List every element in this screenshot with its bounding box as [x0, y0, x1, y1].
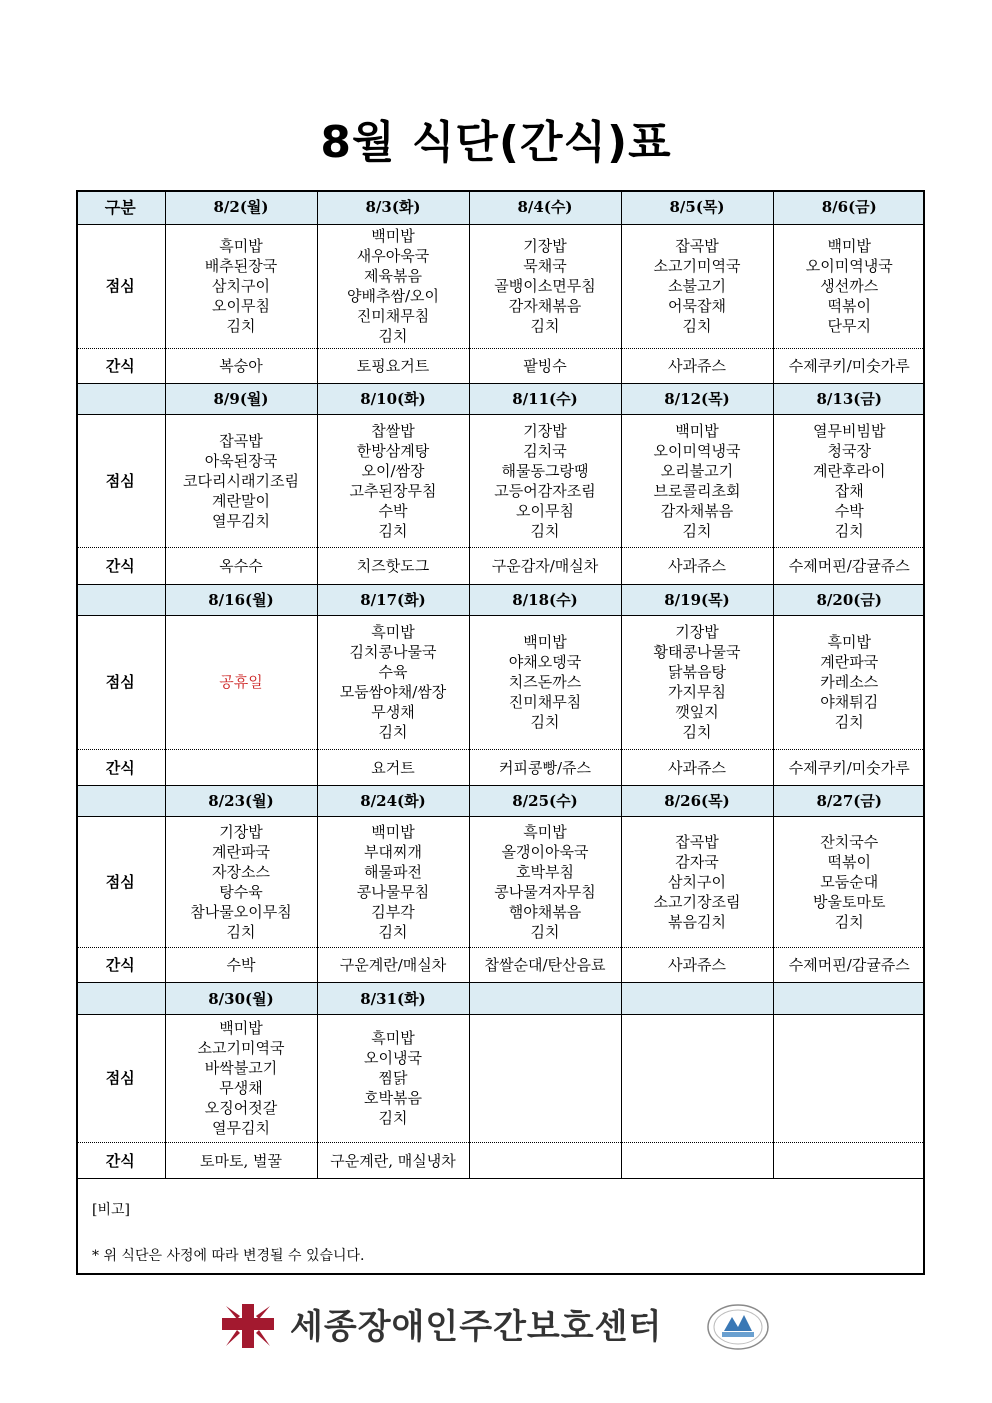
- menu-item: 소불고기: [668, 277, 726, 295]
- snack-cell: 커피콩빵/쥬스: [469, 749, 621, 785]
- menu-item: 햄야채볶음: [508, 902, 582, 921]
- menu-item: 김치: [378, 723, 408, 741]
- menu-item: 해물동그랑땡: [501, 461, 589, 480]
- sejong-city-seal-icon: [706, 1303, 770, 1351]
- snack-cell: 사과쥬스: [621, 947, 773, 982]
- menu-item: 고등어감자조림: [494, 481, 596, 500]
- menu-item: 백미밥: [523, 633, 567, 651]
- menu-item: 백미밥: [827, 237, 871, 255]
- snack-cell: 사과쥬스: [621, 749, 773, 785]
- date-header: 8/5(목): [621, 190, 773, 224]
- menu-item: 흑미밥: [219, 237, 263, 255]
- menu-item: 오이무침: [212, 297, 270, 315]
- date-header: 8/19(목): [621, 584, 773, 615]
- snack-label: 간식: [76, 348, 165, 383]
- lunch-label: 점심: [76, 1014, 165, 1142]
- menu-item: 김치: [682, 317, 712, 335]
- date-header: 8/12(목): [621, 383, 773, 414]
- menu-item: 카레소스: [820, 673, 879, 691]
- category-label: 구분: [76, 190, 165, 224]
- menu-item: 모둠쌈야채/쌈장: [339, 683, 447, 701]
- menu-item: 김치: [530, 922, 560, 941]
- menu-item: 김치: [226, 922, 256, 941]
- menu-item: 콩나물무침: [356, 882, 430, 901]
- date-header: 8/25(수): [469, 785, 621, 816]
- snack-label: 간식: [76, 749, 165, 785]
- menu-item: 삼치구이: [212, 277, 270, 295]
- menu-item: 자장소스: [212, 862, 270, 881]
- menu-item: 오이냉국: [364, 1049, 422, 1067]
- menu-item: 잡곡밥: [675, 237, 719, 255]
- menu-item: 제육볶음: [364, 267, 422, 285]
- lunch-label: 점심: [76, 615, 165, 749]
- date-header: 8/26(목): [621, 785, 773, 816]
- menu-item: 김부각: [371, 902, 415, 921]
- menu-item: 오징어젓갈: [204, 1099, 278, 1117]
- menu-item: 기장밥: [675, 623, 719, 641]
- date-header: 8/31(화): [317, 982, 469, 1014]
- snack-cell: 수제머핀/감귤쥬스: [773, 947, 925, 982]
- snack-label: 간식: [76, 547, 165, 584]
- menu-item: 잡곡밥: [675, 832, 719, 851]
- menu-item: 배추된장국: [204, 257, 278, 275]
- menu-item: 계란파국: [212, 842, 270, 861]
- menu-item: 잔치국수: [820, 832, 879, 851]
- menu-item: 호박부침: [516, 862, 574, 881]
- menu-item: 소고기미역국: [197, 1039, 285, 1057]
- date-header: 8/16(월): [165, 584, 317, 615]
- menu-item: 부대찌개: [364, 842, 422, 861]
- snack-cell: 토핑요거트: [317, 348, 469, 383]
- menu-item: 백미밥: [219, 1019, 263, 1037]
- menu-item: 황태콩나물국: [653, 643, 741, 661]
- menu-item: 기장밥: [523, 237, 567, 255]
- menu-item: 계란후라이: [813, 461, 886, 480]
- menu-item: 공휴일: [219, 673, 263, 691]
- menu-item: 김치: [530, 521, 560, 540]
- snack-label: 간식: [76, 947, 165, 982]
- menu-item: 김치: [378, 521, 408, 540]
- date-header: 8/4(수): [469, 190, 621, 224]
- menu-item: 탕수육: [219, 882, 263, 901]
- menu-item: 단무지: [827, 317, 871, 335]
- menu-item: 올갱이아욱국: [501, 842, 589, 861]
- snack-cell: 수제쿠키/미숫가루: [773, 749, 925, 785]
- menu-item: 오이/쌈장: [361, 461, 425, 480]
- menu-item: 김치: [834, 713, 864, 731]
- menu-item: 오리불고기: [660, 461, 734, 480]
- menu-item: 김치: [530, 317, 560, 335]
- menu-item: 삼치구이: [668, 872, 726, 891]
- menu-item: 가지무침: [668, 683, 726, 701]
- menu-item: 열무비빔밥: [813, 421, 886, 440]
- menu-item: 김치: [378, 922, 408, 941]
- snack-cell: 사과쥬스: [621, 547, 773, 584]
- date-header: 8/11(수): [469, 383, 621, 414]
- menu-item: 백미밥: [675, 421, 719, 440]
- snack-cell: 요거트: [317, 749, 469, 785]
- snack-cell: 구운계란, 매실냉차: [317, 1142, 469, 1178]
- date-header: 8/24(화): [317, 785, 469, 816]
- menu-item: 골뱅이소면무침: [494, 277, 596, 295]
- snack-cell: 찹쌀순대/탄산음료: [469, 947, 621, 982]
- menu-item: 김치: [378, 327, 408, 345]
- menu-item: 오이미역냉국: [805, 257, 893, 275]
- menu-item: 고추된장무침: [349, 481, 437, 500]
- menu-item: 기장밥: [523, 421, 567, 440]
- snack-cell: 복숭아: [165, 348, 317, 383]
- menu-item: 모둠순대: [820, 872, 879, 891]
- snack-cell: 수제쿠키/미숫가루: [773, 348, 925, 383]
- menu-item: 감자채볶음: [660, 501, 734, 520]
- menu-item: 바싹불고기: [204, 1059, 278, 1077]
- menu-item: 진미채무침: [356, 307, 430, 325]
- menu-item: 참나물오이무침: [190, 902, 292, 921]
- lunch-label: 점심: [76, 224, 165, 348]
- menu-item: 무생채: [371, 703, 415, 721]
- menu-item: 야채튀김: [820, 693, 879, 711]
- menu-item: 콩나물겨자무침: [494, 882, 596, 901]
- menu-item: 생선까스: [820, 277, 879, 295]
- menu-item: 수박: [378, 501, 408, 520]
- menu-item: 흑미밥: [371, 623, 415, 641]
- page-title: 8월 식단(간식)표: [320, 117, 672, 168]
- lunch-label: 점심: [76, 816, 165, 947]
- menu-item: 소고기미역국: [653, 257, 741, 275]
- menu-item: 오이미역냉국: [653, 441, 741, 460]
- menu-item: 찹쌀밥: [371, 421, 415, 440]
- menu-item: 열무김치: [212, 1119, 270, 1137]
- menu-item: 김치: [530, 713, 560, 731]
- date-header: 8/10(화): [317, 383, 469, 414]
- menu-item: 감자국: [675, 852, 719, 871]
- menu-item: 잡채: [834, 481, 864, 500]
- org-name: 세종장애인주간보호센터: [290, 1307, 663, 1347]
- menu-item: 김치: [682, 521, 712, 540]
- menu-item: 코다리시래기조림: [183, 471, 299, 490]
- menu-item: 김치: [378, 1109, 408, 1127]
- menu-item: 깻잎지: [675, 703, 719, 721]
- date-header: 8/9(월): [165, 383, 317, 414]
- snack-cell: 치즈핫도그: [317, 547, 469, 584]
- menu-item: 계란파국: [820, 653, 879, 671]
- remarks-heading: [비고]: [92, 1202, 130, 1218]
- menu-item: 김치: [682, 723, 712, 741]
- menu-item: 기장밥: [219, 822, 263, 841]
- snack-cell: 구운계란/매실차: [317, 947, 469, 982]
- menu-item: 김치: [226, 317, 256, 335]
- menu-item: 진미채무침: [508, 693, 582, 711]
- snack-cell: 수제머핀/감귤쥬스: [773, 547, 925, 584]
- menu-item: 아욱된장국: [204, 451, 278, 470]
- snack-cell: 수박: [165, 947, 317, 982]
- date-header: 8/6(금): [773, 190, 925, 224]
- menu-item: 야채오뎅국: [508, 653, 582, 671]
- menu-item: 닭볶음탕: [668, 663, 726, 681]
- menu-item: 호박볶음: [364, 1089, 422, 1107]
- menu-item: 백미밥: [371, 822, 415, 841]
- date-header: 8/17(화): [317, 584, 469, 615]
- menu-item: 어묵잡채: [668, 297, 726, 315]
- date-header: 8/23(월): [165, 785, 317, 816]
- snack-cell: 팥빙수: [469, 348, 621, 383]
- menu-item: 치즈돈까스: [508, 673, 582, 691]
- menu-item: 소고기장조림: [653, 892, 741, 911]
- menu-item: 백미밥: [371, 227, 415, 245]
- snack-cell: 구운감자/매실차: [469, 547, 621, 584]
- menu-item: 볶음김치: [668, 912, 726, 931]
- snack-cell: 옥수수: [165, 547, 317, 584]
- caritas-cross-icon: [220, 1302, 276, 1350]
- menu-item: 떡볶이: [827, 852, 871, 871]
- snack-cell: 사과쥬스: [621, 348, 773, 383]
- menu-item: 묵채국: [523, 257, 567, 275]
- menu-item: 계란말이: [212, 491, 270, 510]
- menu-item: 김치: [834, 912, 864, 931]
- menu-item: 청국장: [827, 441, 871, 460]
- date-header: 8/18(수): [469, 584, 621, 615]
- menu-item: 방울토마토: [813, 892, 886, 911]
- menu-item: 무생채: [219, 1079, 263, 1097]
- remarks-section: [76, 1188, 925, 1275]
- lunch-label: 점심: [76, 414, 165, 547]
- date-header: 8/20(금): [773, 584, 925, 615]
- remarks-note: * 위 식단은 사정에 따라 변경될 수 있습니다.: [92, 1248, 365, 1264]
- menu-item: 수박: [834, 501, 864, 520]
- menu-item: 수육: [378, 663, 408, 681]
- menu-item: 열무김치: [212, 511, 270, 530]
- menu-item: 잡곡밥: [219, 431, 263, 450]
- menu-item: 흑미밥: [827, 633, 871, 651]
- date-header: 8/3(화): [317, 190, 469, 224]
- menu-item: 흑미밥: [371, 1029, 415, 1047]
- snack-cell: 토마토, 벌꿀: [165, 1142, 317, 1178]
- snack-label: 간식: [76, 1142, 165, 1178]
- menu-item: 오이무침: [516, 501, 574, 520]
- menu-item: 한방삼계탕: [356, 441, 430, 460]
- menu-item: 김치콩나물국: [349, 643, 437, 661]
- menu-item: 김치국: [523, 441, 567, 460]
- menu-item: 해물파전: [364, 862, 422, 881]
- menu-item: 감자채볶음: [508, 297, 582, 315]
- date-header: 8/2(월): [165, 190, 317, 224]
- menu-item: 찜닭: [378, 1069, 408, 1087]
- date-header: 8/13(금): [773, 383, 925, 414]
- table-frame: [76, 190, 925, 1275]
- date-header: 8/30(월): [165, 982, 317, 1014]
- menu-item: 브로콜리초회: [653, 481, 741, 500]
- menu-item: 떡볶이: [827, 297, 871, 315]
- menu-item: 새우아욱국: [356, 247, 430, 265]
- menu-item: 양배추쌈/오이: [347, 287, 439, 305]
- menu-item: 김치: [834, 521, 864, 540]
- date-header: 8/27(금): [773, 785, 925, 816]
- menu-item: 흑미밥: [523, 822, 567, 841]
